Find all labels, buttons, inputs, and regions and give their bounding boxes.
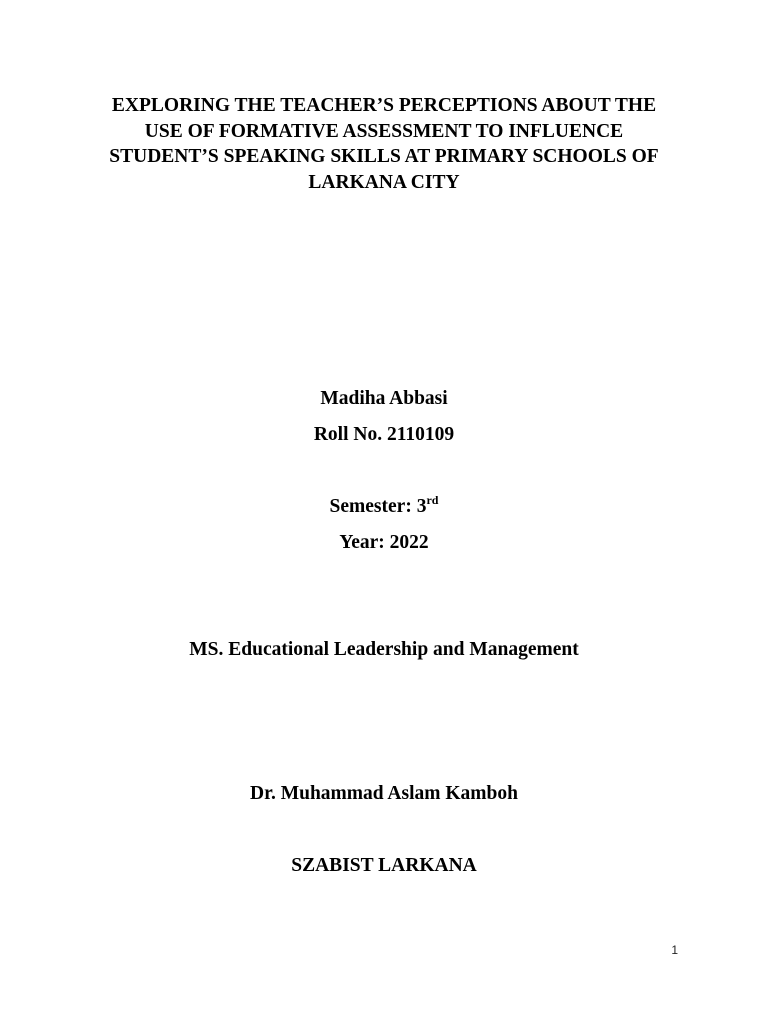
semester: [0, 495, 768, 519]
title-line: USE OF FORMATIVE ASSESSMENT TO INFLUENCE: [144, 120, 624, 142]
program-name: MS. Educational Leadership and Management: [189, 639, 579, 660]
title-line: LARKANA CITY: [308, 171, 460, 193]
semester-ordinal-suffix: rd: [426, 493, 439, 507]
roll-number: Roll No. 2110109: [313, 424, 455, 445]
year: Year: 2022: [339, 532, 429, 553]
semester-label: Semester: 3: [329, 496, 427, 517]
title-line: STUDENT’S SPEAKING SKILLS AT PRIMARY SCHOOLS OF: [109, 146, 659, 167]
page-number: 1: [671, 943, 678, 957]
institution-name: SZABIST LARKANA: [291, 855, 477, 876]
supervisor-name: Dr. Muhammad Aslam Kamboh: [250, 783, 518, 804]
document-title: [84, 93, 684, 195]
author-name: Madiha Abbasi: [320, 388, 448, 409]
title-line: EXPLORING THE TEACHER’S PERCEPTIONS ABOUT THE: [111, 95, 657, 116]
